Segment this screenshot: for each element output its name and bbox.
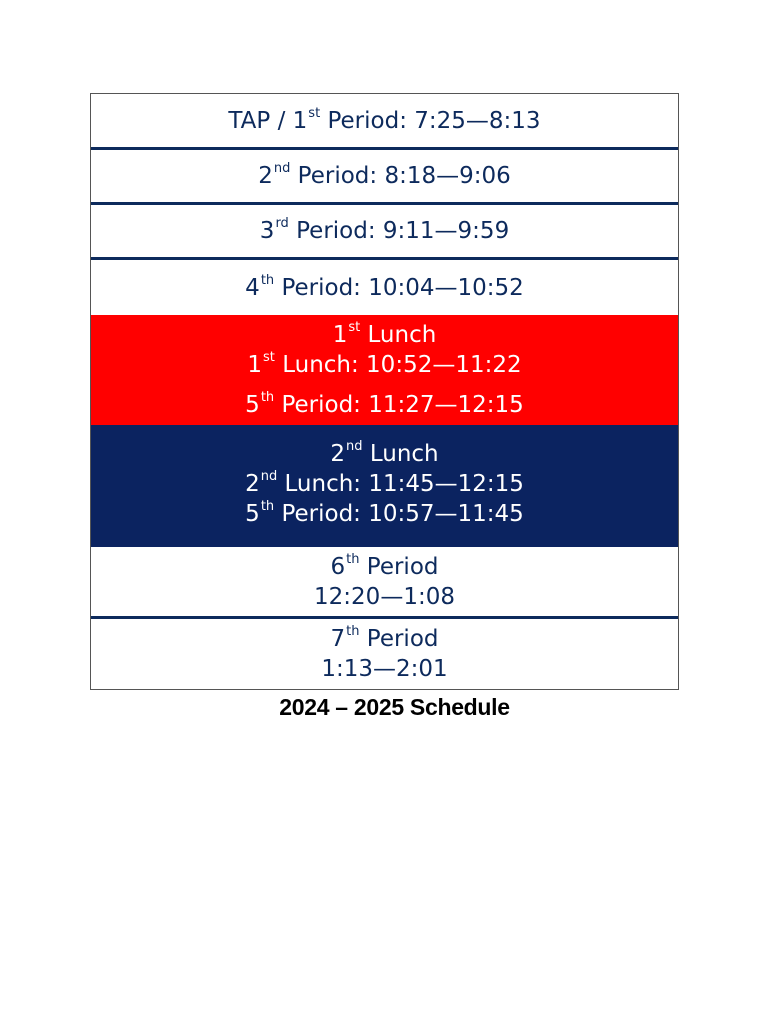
line-text: 5 bbox=[245, 392, 260, 418]
ordinal-suffix: nd bbox=[260, 469, 278, 485]
line-text: Period: 10:04—10:52 bbox=[274, 274, 524, 301]
ordinal-suffix: st bbox=[308, 105, 321, 121]
line-text: Lunch bbox=[362, 441, 439, 467]
row-line bbox=[245, 469, 524, 499]
row-line bbox=[260, 216, 509, 246]
line-text: 4 bbox=[245, 274, 260, 301]
line-text: Period: 9:11—9:59 bbox=[288, 218, 510, 244]
ordinal-suffix: nd bbox=[346, 439, 363, 455]
row-time bbox=[314, 582, 455, 612]
line-text: Period bbox=[359, 626, 439, 652]
ordinal-suffix: th bbox=[260, 272, 275, 288]
line-text: 1 bbox=[332, 322, 348, 348]
line-text: 3 bbox=[259, 218, 275, 244]
schedule-caption: 2024 – 2025 Schedule bbox=[279, 694, 510, 720]
line-text: 2 bbox=[330, 441, 346, 467]
row-second-period bbox=[91, 150, 678, 205]
line-text: 6 bbox=[330, 553, 346, 580]
line-text: Lunch: 10:52—11:22 bbox=[274, 352, 522, 378]
line-text: 12:20—1:08 bbox=[314, 583, 455, 610]
ordinal-suffix: th bbox=[346, 551, 360, 567]
line-text: Period: 8:18—9:06 bbox=[290, 163, 511, 189]
lunch-title bbox=[333, 320, 437, 350]
line-text: 1 bbox=[247, 352, 263, 378]
line-text: 2 bbox=[258, 163, 273, 189]
line-text: Lunch bbox=[360, 322, 437, 348]
ordinal-suffix: th bbox=[260, 390, 275, 406]
row-tap-first-period bbox=[91, 94, 678, 150]
line-text: 7 bbox=[330, 626, 346, 652]
ordinal-suffix: th bbox=[260, 499, 275, 515]
row-line bbox=[247, 350, 521, 380]
schedule-table bbox=[90, 93, 679, 690]
ordinal-suffix: st bbox=[263, 350, 275, 366]
row-line bbox=[330, 552, 438, 582]
row-line bbox=[258, 161, 511, 191]
line-text: 2 bbox=[245, 471, 260, 497]
line-text: Period: 7:25—8:13 bbox=[320, 107, 541, 134]
row-sixth-period bbox=[91, 547, 678, 619]
row-first-lunch bbox=[91, 315, 678, 425]
ordinal-suffix: nd bbox=[273, 161, 291, 177]
row-seventh-period bbox=[91, 619, 678, 689]
line-text: 5 bbox=[245, 501, 260, 527]
ordinal-suffix: st bbox=[348, 320, 361, 336]
ordinal-suffix: th bbox=[346, 624, 360, 640]
row-line bbox=[330, 624, 438, 654]
row-time bbox=[321, 654, 447, 684]
row-second-lunch bbox=[91, 425, 678, 547]
row-line bbox=[245, 273, 524, 303]
lunch-title bbox=[330, 439, 438, 469]
line-text: TAP / 1 bbox=[228, 107, 308, 134]
line-text: Period bbox=[359, 553, 439, 580]
ordinal-suffix: rd bbox=[275, 216, 289, 232]
row-line bbox=[245, 499, 524, 529]
line-text: Period: 11:27—12:15 bbox=[274, 392, 524, 418]
row-fourth-period bbox=[91, 260, 678, 315]
line-text: 1:13—2:01 bbox=[321, 656, 448, 682]
row-line bbox=[228, 106, 540, 136]
row-line bbox=[245, 390, 524, 420]
line-text: Period: 10:57—11:45 bbox=[274, 501, 524, 527]
line-text: Lunch: 11:45—12:15 bbox=[277, 471, 524, 497]
row-third-period bbox=[91, 205, 678, 260]
